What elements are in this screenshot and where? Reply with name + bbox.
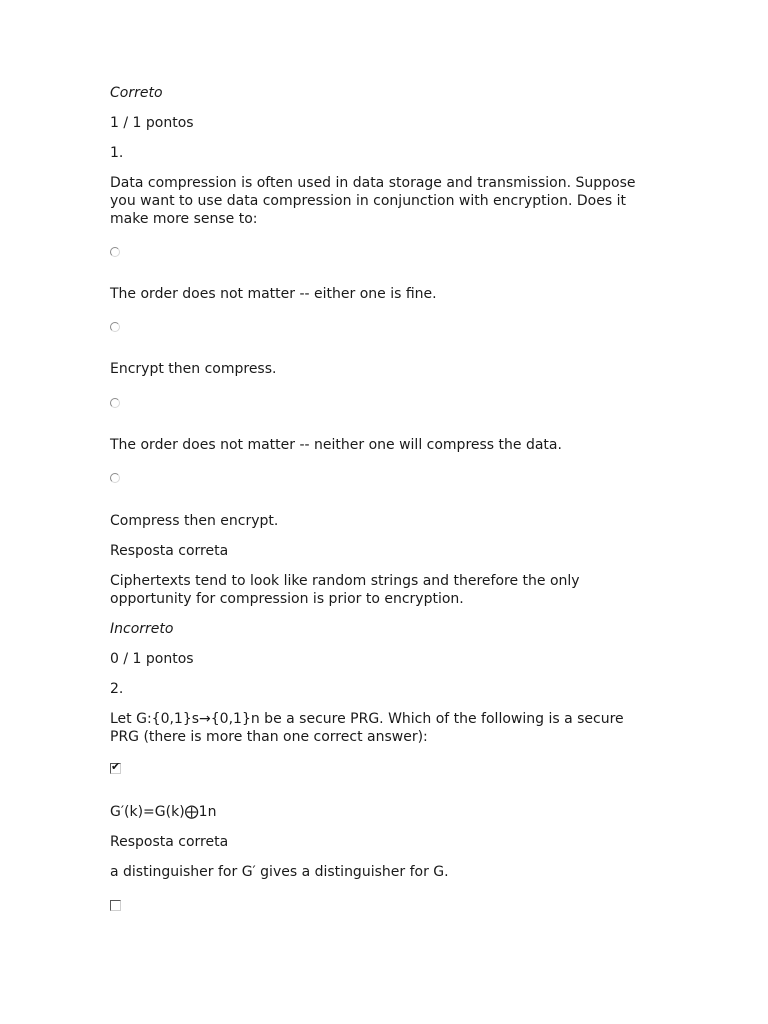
q1-option-3-label: The order does not matter -- neither one will compress the data. bbox=[110, 437, 562, 453]
q2-score: 0 / 1 pontos bbox=[110, 651, 194, 667]
q2-option-1-feedback-text: a distinguisher for G′ gives a distinguisher for G. bbox=[110, 864, 449, 880]
q2-option-1-feedback-label: Resposta correta bbox=[110, 834, 229, 850]
q2-option-2-checkbox[interactable] bbox=[110, 900, 121, 911]
q1-feedback-text: Ciphertexts tend to look like random strings and therefore the only opportunity for compression is prior to encryption. bbox=[110, 573, 580, 607]
q2-prompt: Let G:{0,1}s→{0,1}n be a secure PRG. Which of the following is a secure PRG (there is more than one correct answer): bbox=[110, 711, 624, 745]
q2-option-1-label: G′(k)=G(k)⨁1n bbox=[110, 804, 217, 820]
q2-option-1-checkbox[interactable] bbox=[110, 760, 121, 774]
q1-option-1-label: The order does not matter -- either one is fine. bbox=[110, 286, 437, 302]
q1-option-3-radio[interactable] bbox=[110, 398, 120, 408]
q1-option-4-radio[interactable] bbox=[110, 473, 120, 483]
q1-option-2-radio[interactable] bbox=[110, 322, 120, 332]
q1-option-2-label: Encrypt then compress. bbox=[110, 361, 277, 377]
q1-option-4-label: Compress then encrypt. bbox=[110, 513, 279, 529]
checkmark-icon: ✔ bbox=[111, 760, 121, 773]
q2-number: 2. bbox=[110, 681, 124, 697]
q1-number: 1. bbox=[110, 145, 124, 161]
q1-prompt: Data compression is often used in data storage and transmission. Suppose you want to use data compression in conjunction with encryption. Does it make more sense to: bbox=[110, 175, 636, 227]
q1-feedback-label: Resposta correta bbox=[110, 543, 229, 559]
q1-score: 1 / 1 pontos bbox=[110, 115, 194, 131]
q2-status: Incorreto bbox=[110, 621, 174, 637]
q1-status: Correto bbox=[110, 85, 163, 101]
q1-option-1-radio[interactable] bbox=[110, 247, 120, 257]
